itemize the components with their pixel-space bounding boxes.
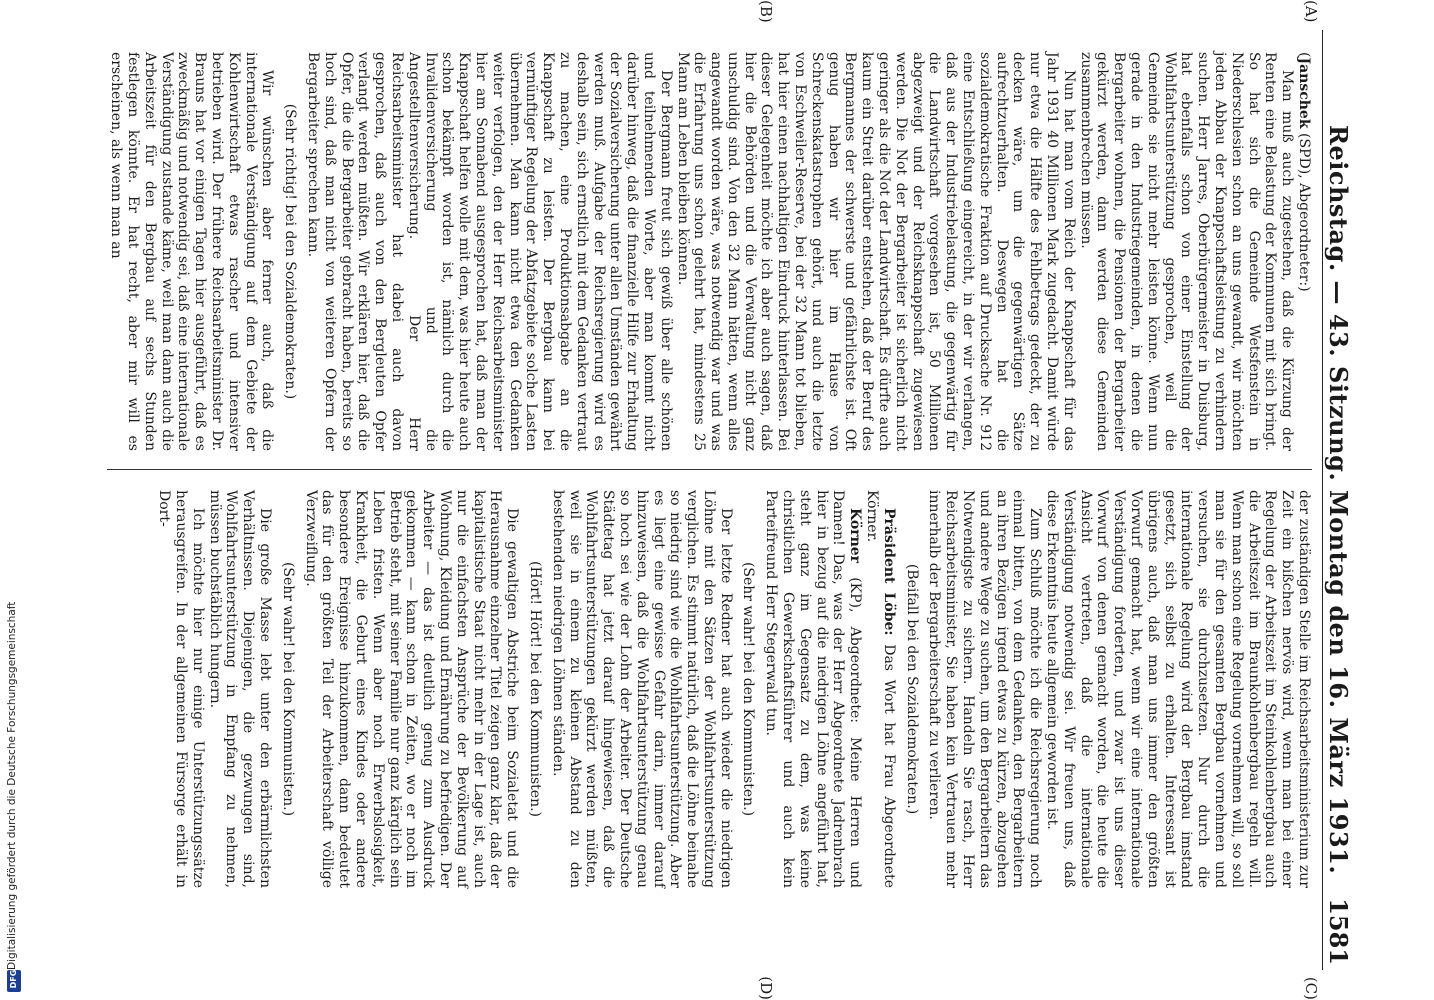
paragraph: Die gewaltigen Abstriche beim Sozialetat und die Herausnahme einzelner Titel zeigen ganz klar, daß der kapitalistische Staat nicht mehr in der Lage ist, auch nur die einfachsten Ansprüche der Bevölkerung auf Wohnung, Kleidung und Ernährung zu befriedigen. Der Arbeiter — das ist deutlich genug zum Ausdruck gekommen — kann schon in Zeiten, wo er noch im Betrieb steht, mit seiner Familie nur ganz kärglich sein Leben fristen. Wenn aber noch Erwerbslosigkeit, Krankheit, die Geburt eines Kindes oder andere besondere Ereignisse hinzukommen, dann bedeutet das für den größten Teil der Arbeiterschaft völlige Verzweiflung. <box>302 490 521 888</box>
right-column <box>107 470 1312 910</box>
paragraph-text: Das Wort hat Frau Abgeordnete Körner. <box>864 490 897 889</box>
paragraph: Zum Schluß möchte ich die Reichsregierung noch einmal bitten, von dem Gedanken, den Bergarbeitern an ihren Bezügen irgend etwas zu kürzen, abzugehen und andere Wege zu suchen, um den Bergarbeitern das Notwendigste zu sichern. Handeln Sie rasch, Herr Reichsarbeitsminister, Sie haben kein Vertrauen mehr innerhalb der Bergarbeiterschaft zu verlieren. <box>926 490 1044 888</box>
paragraph-text: Meine Herren und Damen! Das, was der Herr Abgeordnete Jadrenbrach hier in bezug auf die niedrigen Löhne angeführt hat, steht ganz im Gegensatz zu dem, was keine christlichen Gewerkschaftsführer und auch kein Parteifreund Herr Stegerwald tun. <box>763 490 864 888</box>
interjection: (Sehr wahr! bei den Kommunisten.) <box>740 561 757 817</box>
watermark-text: Digitalisierung gefördert durch die Deutsche Forschungsgemeinschaft <box>6 601 18 970</box>
header-title: Reichstag. — 43. Sitzung. Montag den 16. März 1931. <box>1324 125 1353 875</box>
paragraph: Ich möchte hier nur einige Unterstützungssätze herausgreifen. In der allgemeinen Fürsorge erhält in Dort- <box>156 490 206 888</box>
paragraph: Der letzte Redner hat auch wieder die niedrigen Löhne mit den Sätzen der Wohlfahrtsunterstützung verglichen. Es stimmt natürlich, daß die Löhne beinahe so niedrig sind wie die Wohlfahrtsunterstützung. Aber es liegt eine gewisse Gefahr darin, immer darauf hinzuweisen, daß die Wohlfahrtsunterstützung genau so hoch sei wie der Lohn der Arbeiter. Der Deutsche Städtetag hat jetzt darauf hingewiesen, daß die Wohlfahrtsunterstützungen gekürzt werden müßten, weil sie in einem zu kleinen Abstand zu den bestehenden niedrigen Löhnen ständen. <box>549 490 734 888</box>
paragraph: (Janschek (SPD), Abgeordneter:) <box>1296 52 1312 292</box>
interjection: (Beifall bei den Sozialdemokraten.) <box>903 563 920 815</box>
paragraph <box>863 490 897 888</box>
running-header <box>1322 30 1353 970</box>
speaker-name: Janschek <box>1296 57 1312 129</box>
logo-text: DFG <box>9 969 18 989</box>
interjection: (Sehr richtig! bei den Sozialdemokraten.) <box>282 103 299 400</box>
speaker-name: Präsident Löbe: <box>880 508 897 636</box>
paragraph: Nun hat man vom Reich der Knappschaft für das Jahr 1931 40 Millionen Mark zugedacht. Damit würde nur etwa die Hälfte des Fehlbetrags gedeckt, der zu decken wäre, um die gegenwärtigen Sätze aufrechtzuerhalten. Deswegen hat die sozialdemokratische Fraktion auf Drucksache Nr. 912 eine Entschließung eingereicht, in der wir verlangen, daß aus der Industriebelastung, die gegenwärtig für die Landwirtschaft vorgesehen ist, 50 Millionen abgezweigt und der Reichsknappschaft zugewiesen werden. Die Not der Bergarbeiter ist sicherlich nicht geringer als die Not der Landwirtschaft. Es dürfte auch kaum ein Streit darüber entstehen, daß der Beruf des Bergmannes der schwerste und gefährlichste ist. Oft genug haben wir hier im Hause von Schreckenskatastrophen gehört, und auch die letzte von Eschweiler-Reserve, bei der 32 Mann tot blieben, hat hier einen nachhaltigen Eindruck hinterlassen. Bei dieser Gelegenheit möchte ich aber auch sagen, daß hier die Behörden und die Verwaltung nicht ganz unschuldig sind. Von den 32 Mann hätten, wenn alles angewandt worden wäre, was notwendig war und was die Erfahrung uns schon gelehrt hat, mindestens 25 Mann am Leben bleiben können. <box>674 52 1077 451</box>
interjection: (Sehr wahr! bei den Kommunisten.) <box>279 561 296 817</box>
margin-mark-b: (B) <box>757 0 775 23</box>
margin-mark-a: (A) <box>1302 0 1320 23</box>
text-columns <box>107 30 1312 970</box>
margin-mark-d: (D) <box>757 976 775 1000</box>
page-number: 1581 <box>1324 898 1353 965</box>
paragraph: Wir wünschen aber ferner auch, daß die internationale Verständigung auf dem Gebiete der Kohlenwirtschaft etwas rascher und intensiver betrieben wird. Der frühere Reichsarbeitsminister Dr. Brauns hat vor einigen Tagen hier ausgeführt, daß es zweckmäßig und notwendig sei, daß eine internationale Verständigung zustande käme, weil man dann auch die Arbeitszeit für den Bergbau auf sechs Stunden festlegen könnte. Er hat recht, aber mir will es erscheinen, als wenn man an <box>108 52 276 451</box>
dfg-logo <box>7 970 21 992</box>
speaker-role: (SPD), Abgeordneter: <box>1296 133 1312 287</box>
paragraph: Die große Masse lebt unter den erbärmlichsten Verhältnissen. Diejenigen, die gezwungen sind, Wohlfahrtsunterstützung in Empfang zu nehmen, müssen buchstäblich hungern. <box>206 490 273 888</box>
speaker-name: Körner <box>847 508 864 564</box>
paragraph <box>763 490 864 888</box>
speaker-role: (KP), Abgeordnete: <box>847 577 864 723</box>
left-column <box>107 30 1312 470</box>
digitization-watermark <box>6 601 22 990</box>
document-page <box>65 0 1365 1000</box>
paragraph: Der Bergmann freut sich gewiß über alle schönen und teilnehmenden Worte, aber man kommt nicht darüber hinweg, daß die finanzielle Hilfe zur Erhaltung der Sozialversicherung unter allen Umständen gewährt werden muß. Aufgabe der Reichsregierung wird es deshalb sein, sich ernstlich mit dem Gedanken vertraut zu machen, eine Produktionsabgabe an die Knappschaft zu leisten. Der Bergbau kann bei vernünftiger Regelung der Abfatzgebiete solche Lasten übernehmen. Man kann nicht etwa den Gedanken weiter verfolgen, den der Herr Reichsarbeitsminister hier am Sonnabend ausgesprochen hat, daß man der Knappschaft helfen wolle mit dem, was hier heute auch schon bekämpft worden ist, nämlich durch die Invalidenversicherung und die Angestelltenversicherung. Der Herr Reichsarbeitsminister hat dabei auch davon gesprochen, daß auch von den Bergleuten Opfer verlangt werden müßten. Wir erklären hier, daß die Opfer, die die Bergarbeiter gebracht haben, bereits so hoch sind, daß man nicht von weiteren Opfern der Bergarbeiter sprechen kann. <box>304 52 674 451</box>
paragraph: Man muß auch zugestehen, daß die Kürzung der Renten eine Belastung der Kommunen mit sich bringt. So hat sich die Gemeinde Wetsfenstein in Niederschlesien schon an uns gewandt, wir möchten jeden Abbau der Knappschaftsleistung zu verhindern suchen. Herr Jarres, Oberbürgermeister in Duisburg, hat ebenfalls schon von einer Einstellung der Wohlfahrtsunterstützung gesprochen, weil die Gemeinde sie nicht mehr leisten könne. Wenn nun gerade in den Industriegemeinden, in denen die Bergarbeiter wohnen, die Pensionen der Bergarbeiter gekürzt werden, dann werden diese Gemeinden zusammenbrechen müssen. <box>1077 52 1296 451</box>
interjection: (Hört! Hört! bei den Kommunisten.) <box>526 560 543 817</box>
margin-mark-c: (C) <box>1302 976 1320 1000</box>
paragraph: der zuständigen Stelle im Reichsarbeitsministerium zur Zeit ein bißchen nervös wird, wenn man bei einer Regelung der Arbeitszeit im Steinkohlenbergbau auch die Arbeitszeit im Braunkohlenbergbau regeln will. Wenn man schon eine Regelung vornehmen will, so soll man sie für den gesamten Bergbau vornehmen und versuchen, sie durchzusetzen. Nur durch die internationale Regelung wird der Bergbau imstand gesetzt, sich selbst zu erhalten. Interessant ist übrigens auch, daß man uns immer den größten Vorwurf gemacht hat, wenn wir eine internationale Verständigung forderten, und zwar ist uns dieser Vorwurf von denen gemacht worden, die heute die Ansicht vertreten, daß die internationale Verständigung notwendig sei. Wir freuen uns, daß diese Erkenntnis heute allgemein geworden ist. <box>1044 490 1312 888</box>
